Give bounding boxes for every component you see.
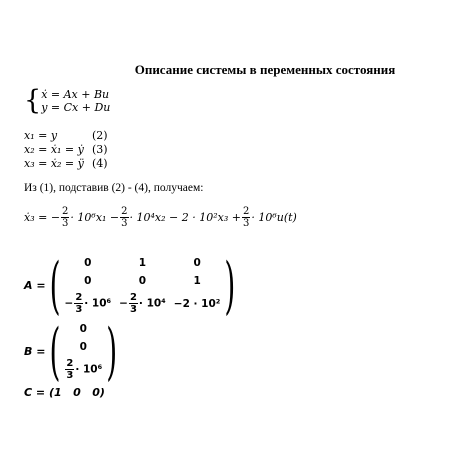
fraction-numerator: 2 — [121, 206, 128, 217]
left-brace: { — [24, 85, 42, 116]
matrix-cell: 1 — [193, 275, 201, 287]
equation-2 — [24, 129, 57, 142]
right-paren: ) — [224, 249, 236, 322]
equation-4 — [24, 157, 84, 170]
matrix-cell: 0 — [84, 257, 92, 269]
left-paren: ( — [49, 249, 61, 322]
matrix-cell: 0 — [79, 323, 87, 335]
matrix-cell — [115, 290, 170, 317]
fraction — [74, 292, 83, 315]
system-line-1: ẋ = Ax + Bu — [41, 88, 110, 101]
fraction-numerator: 2 — [62, 206, 69, 217]
fraction-denominator: 3 — [62, 218, 69, 229]
fraction-denominator: 3 — [242, 218, 250, 229]
equation-lhs: x₂ = ẋ₁ = ẏ — [24, 143, 84, 156]
matrix-cell: 0 — [193, 257, 201, 269]
fraction-denominator: 3 — [121, 218, 128, 229]
matrix-a-body — [61, 254, 225, 317]
equation-lhs: x₃ = ẋ₂ = ÿ — [24, 157, 84, 170]
matrix-cell — [60, 356, 106, 383]
fraction-numerator: 2 — [242, 206, 250, 217]
fraction — [120, 206, 128, 229]
equation-number-4: (4) — [92, 157, 108, 170]
power-term: · 10⁴ — [138, 297, 166, 310]
fraction — [129, 292, 138, 315]
fraction — [65, 358, 74, 381]
equation-number-3: (3) — [92, 143, 108, 156]
main-eq-term-3: · 10⁶u(t) — [251, 211, 297, 224]
equation-number-2: (2) — [92, 129, 108, 142]
fraction-denominator: 3 — [129, 304, 137, 315]
substitution-text: Из (1), подставив (2) - (4), получаем: — [24, 182, 204, 194]
main-equation — [24, 206, 297, 229]
fraction-numerator: 2 — [129, 292, 137, 303]
matrix-b-label: B = — [24, 345, 46, 358]
fraction-denominator: 3 — [66, 370, 74, 381]
matrix-cell: −2 · 10² — [173, 297, 221, 310]
matrix-cell: 1 — [138, 257, 147, 269]
fraction — [61, 206, 69, 229]
matrix-b — [24, 315, 118, 388]
matrix-a — [24, 249, 236, 322]
matrix-cell: 0 — [138, 275, 147, 287]
power-term: · 10⁶ — [84, 297, 112, 310]
matrix-cell: 0 — [84, 275, 92, 287]
minus-sign: − — [119, 297, 128, 310]
fraction — [242, 206, 250, 229]
fraction-numerator: 2 — [75, 292, 83, 303]
left-paren: ( — [49, 315, 61, 388]
main-eq-lhs: ẋ₃ = − — [24, 211, 61, 224]
equation-3 — [24, 143, 84, 156]
page-title: Описание системы в переменных состояния — [134, 62, 396, 77]
equation-lhs: x₁ = y — [24, 129, 58, 142]
right-paren: ) — [106, 315, 118, 388]
matrix-b-body — [60, 320, 106, 383]
matrix-a-label: A = — [24, 279, 46, 292]
main-eq-term-2: · 10⁴x₂ − 2 · 10²x₃ + — [129, 211, 241, 224]
minus-sign: − — [64, 297, 74, 310]
matrix-cell — [61, 290, 116, 317]
main-eq-term-1: · 10⁶x₁ − — [70, 211, 120, 224]
fraction-numerator: 2 — [66, 358, 74, 369]
state-space-system — [24, 85, 111, 116]
power-term: · 10⁶ — [75, 363, 103, 376]
fraction-denominator: 3 — [75, 304, 83, 315]
system-line-2: y = Cx + Du — [41, 101, 111, 114]
matrix-c: C = (1 0 0) — [24, 386, 105, 399]
matrix-cell: 0 — [79, 341, 87, 353]
